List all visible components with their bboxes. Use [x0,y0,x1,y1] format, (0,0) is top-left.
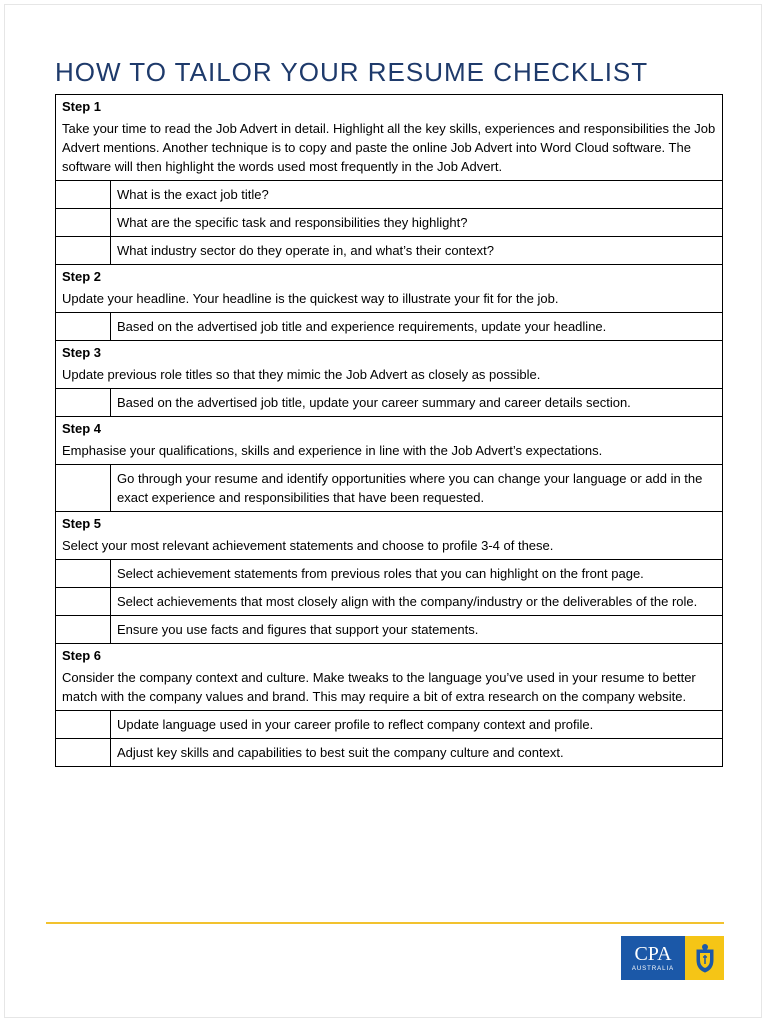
logo-subtext: AUSTRALIA [631,966,675,972]
checklist-body [56,95,723,767]
checkbox-cell[interactable] [56,711,111,739]
checkbox-cell[interactable] [56,209,111,237]
checklist-item-text: What industry sector do they operate in, and what’s their context? [111,237,723,265]
checklist-item-text: Adjust key skills and capabilities to best suit the company culture and context. [111,739,723,767]
checklist-item-row [56,389,723,417]
step-row [56,644,723,711]
step-description: Consider the company context and culture. Make tweaks to the language you’ve used in your resume to better match with the company values and brand. This may require a bit of extra research on the company website. [62,670,696,704]
checkbox-cell[interactable] [56,181,111,209]
checklist-item-row [56,313,723,341]
logo-crest [685,936,724,980]
checklist-item-row [56,209,723,237]
checklist-item-row [56,616,723,644]
logo-text: CPA [634,943,672,965]
footer-rule [46,922,724,924]
checklist-item-text: What are the specific task and responsibilities they highlight? [111,209,723,237]
checklist-item-text: Based on the advertised job title and experience requirements, update your headline. [111,313,723,341]
step-row [56,341,723,389]
step-cell [56,417,723,465]
step-row [56,95,723,181]
cpa-australia-logo [621,936,724,980]
checkbox-cell[interactable] [56,465,111,512]
checklist-item-text: Ensure you use facts and figures that support your statements. [111,616,723,644]
checklist-item-text: Based on the advertised job title, update your career summary and career details section. [111,389,723,417]
step-cell [56,265,723,313]
step-label: Step 2 [62,269,102,284]
step-description: Update your headline. Your headline is the quickest way to illustrate your fit for the job. [62,291,559,306]
logo-wordmark [621,936,685,980]
checklist-item-text: What is the exact job title? [111,181,723,209]
step-description: Update previous role titles so that they mimic the Job Advert as closely as possible. [62,367,541,382]
step-cell [56,512,723,560]
step-label: Step 1 [62,99,102,114]
step-description: Emphasise your qualifications, skills and experience in line with the Job Advert’s expectations. [62,443,603,458]
checkbox-cell[interactable] [56,313,111,341]
step-row [56,265,723,313]
checklist-table [55,94,723,767]
checklist-item-row [56,560,723,588]
step-row [56,417,723,465]
crest-icon [692,942,718,974]
step-description: Select your most relevant achievement statements and choose to profile 3-4 of these. [62,538,554,553]
checkbox-cell[interactable] [56,560,111,588]
step-row [56,512,723,560]
step-description: Take your time to read the Job Advert in detail. Highlight all the key skills, experiences and responsibilities the Job Advert mentions. Another technique is to copy and paste the online Job Advert into Word Cloud software. The software will then highlight the words used most frequently in the Job Advert. [62,121,716,174]
step-label: Step 3 [62,345,102,360]
checklist-item-text: Select achievements that most closely align with the company/industry or the deliverables of the role. [111,588,723,616]
checklist-item-row [56,237,723,265]
step-cell [56,95,723,181]
page-title: HOW TO TAILOR YOUR RESUME CHECKLIST [55,57,649,87]
step-cell [56,341,723,389]
step-label: Step 5 [62,516,102,531]
step-cell [56,644,723,711]
checkbox-cell[interactable] [56,616,111,644]
checklist-item-row [56,181,723,209]
checkbox-cell[interactable] [56,739,111,767]
checklist-item-text: Go through your resume and identify opportunities where you can change your language or add in the exact experience and responsibilities that have been requested. [111,465,723,512]
checklist-item-row [56,739,723,767]
checklist-item-row [56,588,723,616]
checklist-item-row [56,465,723,512]
step-label: Step 6 [62,648,102,663]
checklist-item-text: Update language used in your career profile to reflect company context and profile. [111,711,723,739]
checkbox-cell[interactable] [56,588,111,616]
checkbox-cell[interactable] [56,237,111,265]
checklist-item-text: Select achievement statements from previous roles that you can highlight on the front page. [111,560,723,588]
checklist-item-row [56,711,723,739]
step-label: Step 4 [62,421,102,436]
checkbox-cell[interactable] [56,389,111,417]
